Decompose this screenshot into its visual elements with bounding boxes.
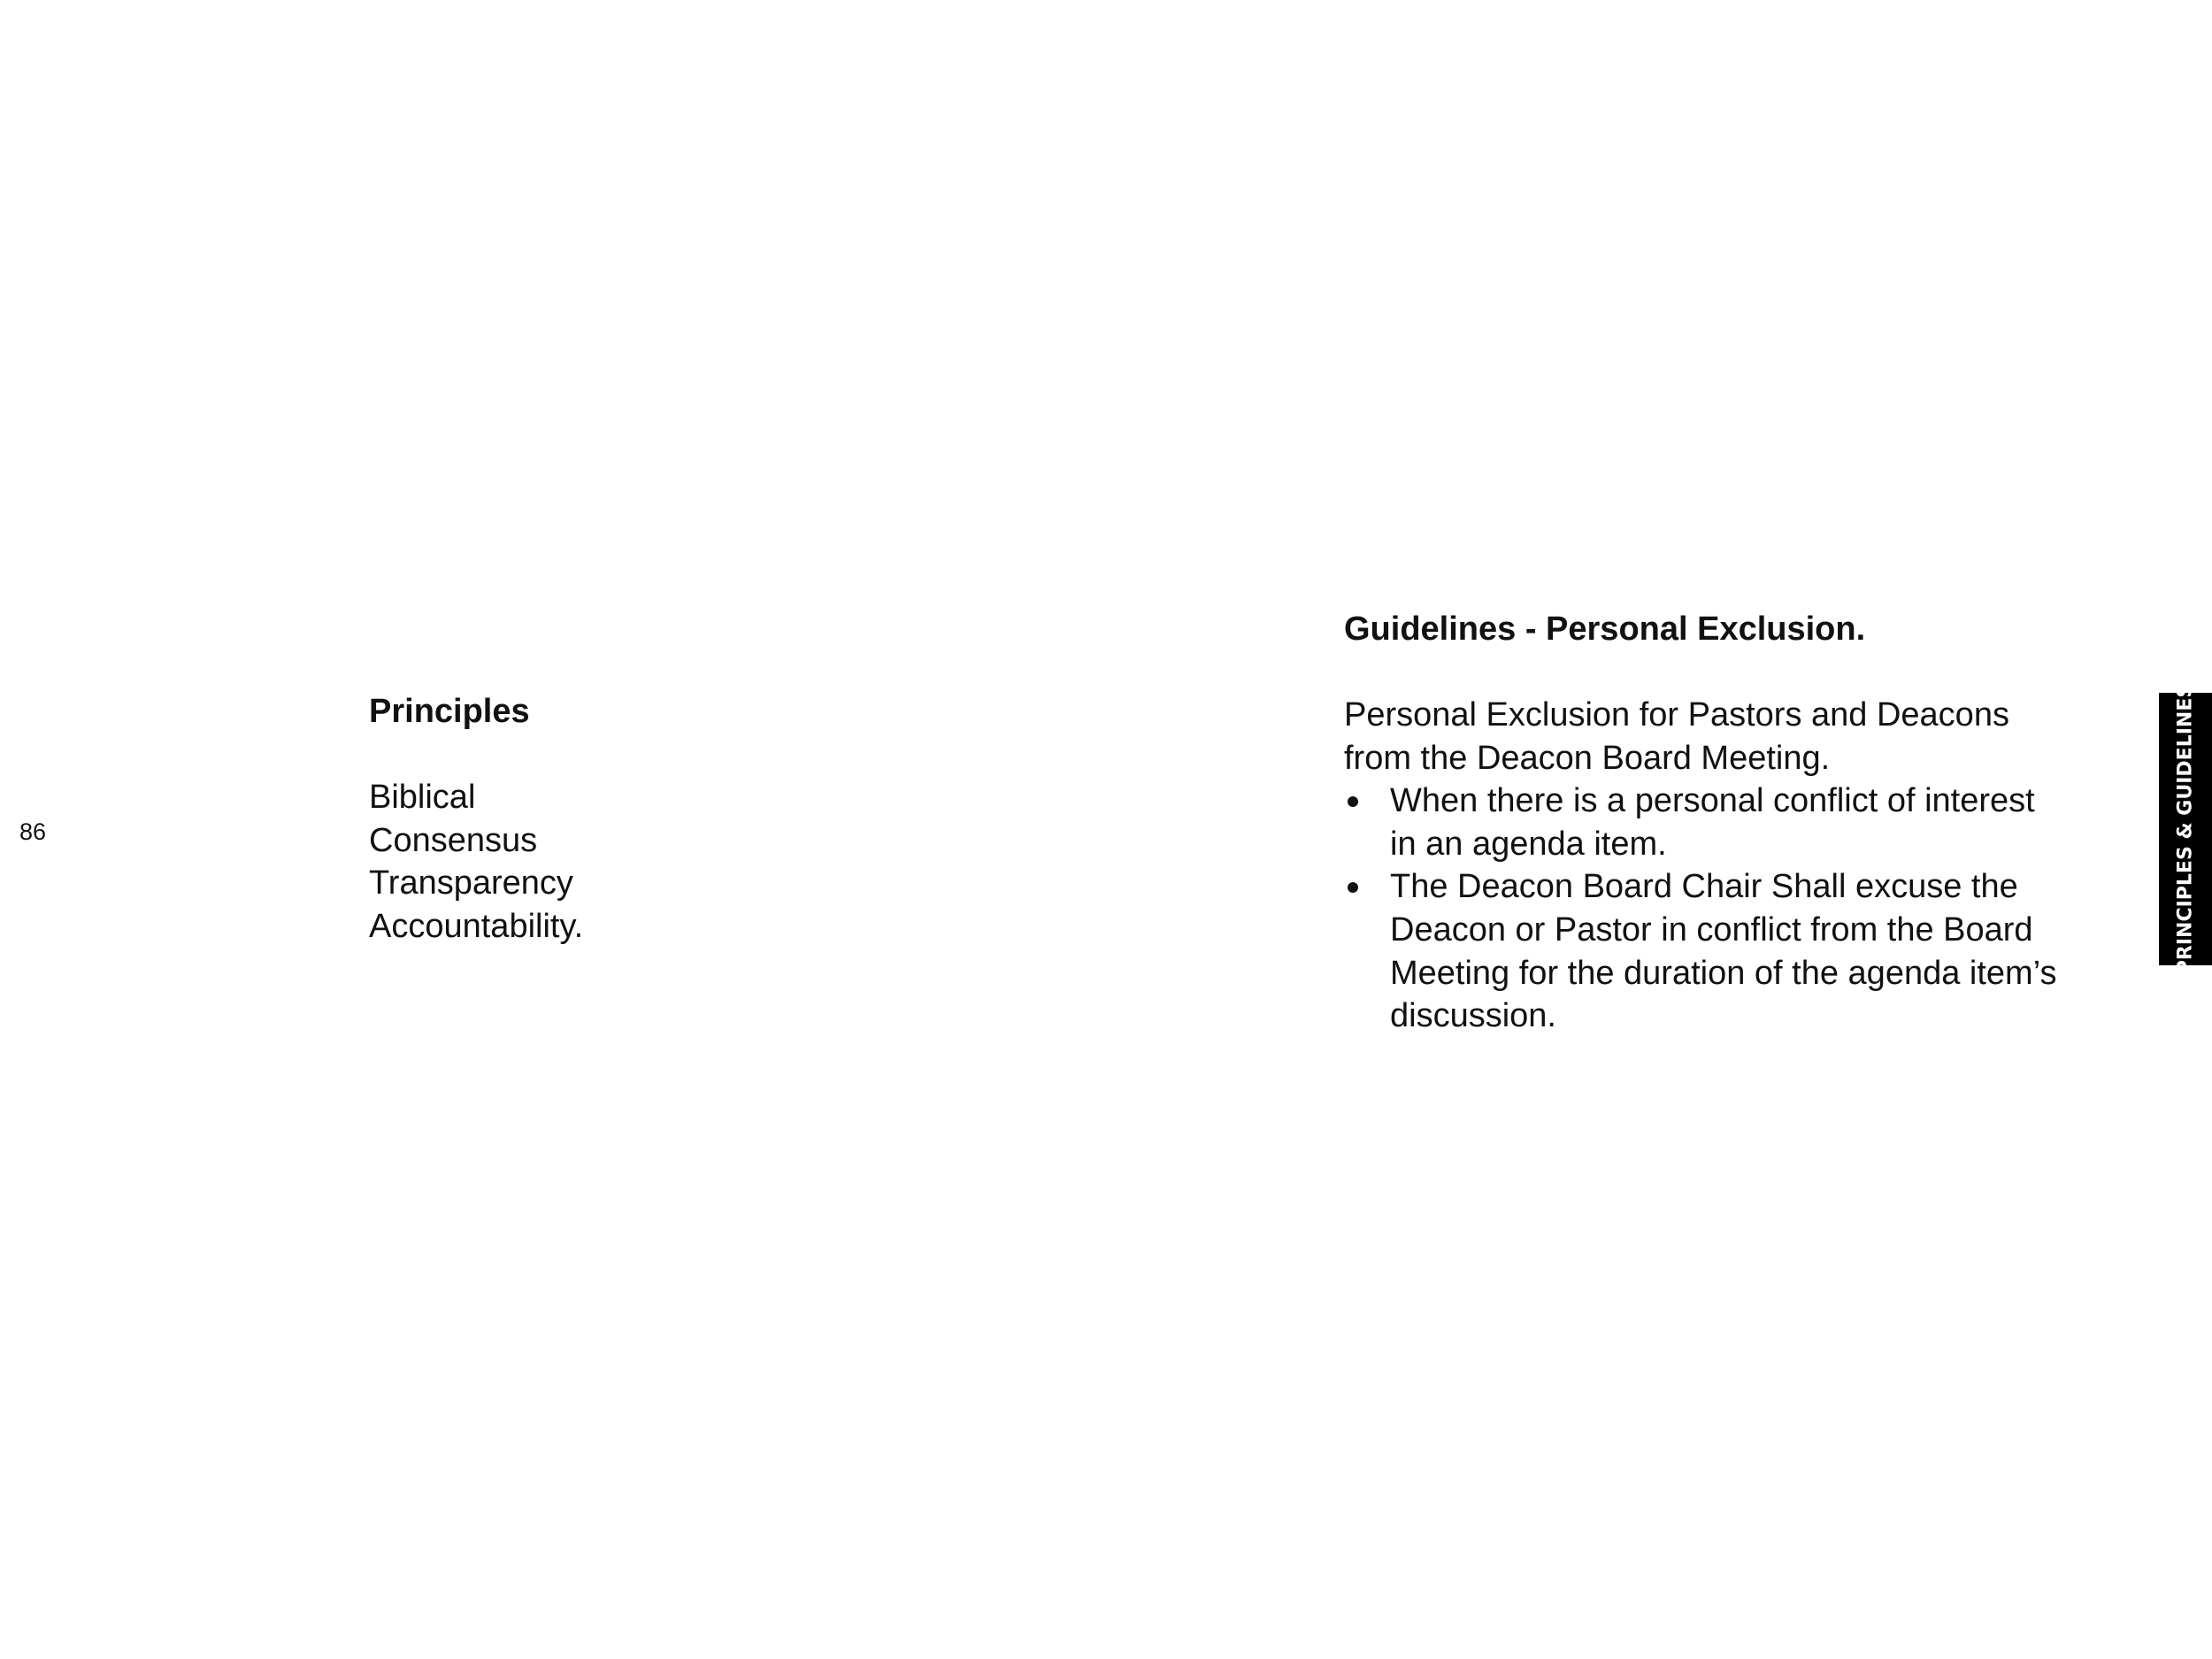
guidelines-bullet-text: When there is a personal conflict of interest in an agenda item. bbox=[1390, 782, 2035, 863]
principles-item: Accountability. bbox=[369, 907, 584, 945]
principles-list bbox=[369, 776, 988, 948]
side-tab-label: PRINCIPLES & GUIDELINES bbox=[2174, 683, 2197, 975]
guidelines-bullet-text: The Deacon Board Chair Shall excuse the Deacon or Pastor in conflict from the Board Meeting for the duration of the agenda item’s discussion. bbox=[1390, 868, 2057, 1035]
guidelines-section bbox=[1344, 609, 2070, 1038]
page-number: 86 bbox=[19, 818, 47, 845]
guidelines-intro: Personal Exclusion for Pastors and Deacons from the Deacon Board Meeting. bbox=[1344, 696, 2009, 777]
bullet-icon bbox=[1348, 796, 1358, 807]
guidelines-bullet-item bbox=[1344, 865, 2070, 1037]
principles-section bbox=[369, 691, 988, 948]
guidelines-bullet-item bbox=[1344, 780, 2070, 865]
principles-item: Consensus bbox=[369, 821, 538, 859]
bullet-icon bbox=[1348, 882, 1358, 893]
section-side-tab bbox=[2159, 683, 2212, 975]
guidelines-heading: Guidelines - Personal Exclusion. bbox=[1344, 611, 1866, 648]
guidelines-bullet-list bbox=[1344, 780, 2070, 1038]
principles-item: Biblical bbox=[369, 779, 476, 816]
principles-item: Transparency bbox=[369, 864, 573, 902]
principles-heading: Principles bbox=[369, 693, 530, 730]
